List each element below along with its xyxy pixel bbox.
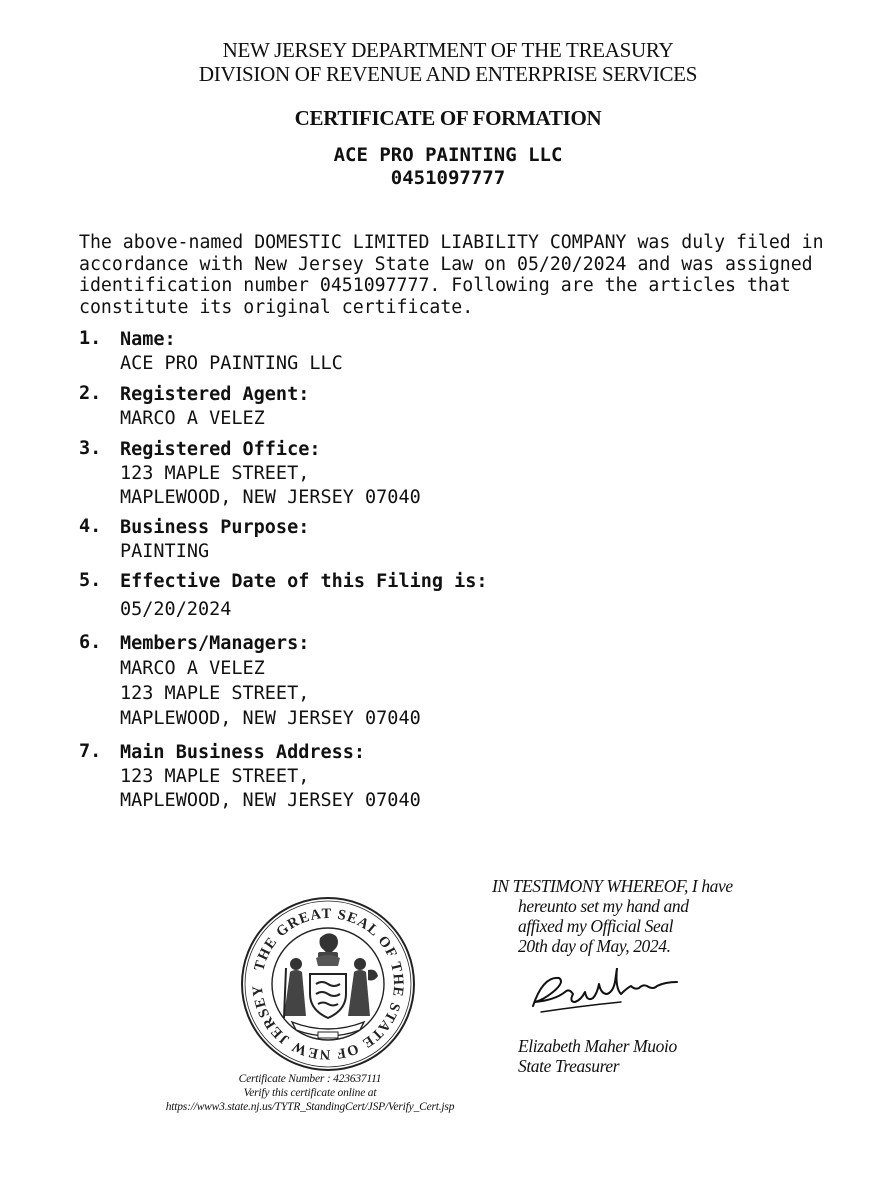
article-label: Effective Date of this Filing is: — [120, 571, 488, 592]
article-number: 6. — [79, 632, 102, 653]
article-value: MARCO A VELEZ — [120, 408, 265, 429]
article-registered-office — [79, 438, 859, 510]
entity-block — [0, 144, 896, 190]
intro-paragraph — [79, 232, 869, 318]
certificate-number: Certificate Number : 423637111 — [238, 1073, 382, 1085]
article-value: MAPLEWOOD, NEW JERSEY 07040 — [120, 790, 421, 811]
treasurer-block — [518, 1036, 677, 1076]
article-label: Registered Office: — [120, 439, 321, 460]
article-value: MARCO A VELEZ — [120, 658, 265, 679]
article-value: MAPLEWOOD, NEW JERSEY 07040 — [120, 487, 421, 508]
article-number: 5. — [79, 570, 102, 591]
handwritten-signature — [525, 968, 705, 1020]
entity-name: ACE PRO PAINTING LLC — [333, 144, 563, 166]
article-value: 123 MAPLE STREET, — [120, 766, 310, 787]
testimony-line: affixed my Official Seal — [518, 916, 674, 936]
testimony-block — [492, 876, 733, 956]
article-number: 4. — [79, 516, 102, 537]
issuing-agency-header — [0, 38, 896, 86]
article-number: 7. — [79, 741, 102, 762]
article-number: 2. — [79, 383, 102, 404]
treasurer-title: State Treasurer — [518, 1056, 620, 1076]
entity-id: 0451097777 — [390, 167, 506, 189]
article-label: Main Business Address: — [120, 742, 366, 763]
articles-list — [79, 328, 859, 813]
article-value: 123 MAPLE STREET, — [120, 683, 310, 704]
intro-line: constitute its original certificate. — [79, 296, 474, 318]
state-seal-icon — [240, 896, 416, 1072]
intro-line: The above-named DOMESTIC LIMITED LIABILITY COMPANY was duly filed in — [79, 232, 824, 253]
seal-ring-text: THE GREAT SEAL OF THE STATE OF NEW JERSEY — [249, 905, 407, 1063]
article-value: MAPLEWOOD, NEW JERSEY 07040 — [120, 708, 421, 729]
article-value: 05/20/2024 — [120, 599, 232, 620]
testimony-line: hereunto set my hand and — [518, 896, 689, 916]
article-name — [79, 328, 859, 376]
division-name: DIVISION OF REVENUE AND ENTERPRISE SERVICES — [198, 62, 698, 86]
article-effective-date — [79, 570, 859, 622]
department-name: NEW JERSEY DEPARTMENT OF THE TREASURY — [222, 38, 674, 62]
article-registered-agent — [79, 383, 859, 431]
article-value: 123 MAPLE STREET, — [120, 463, 310, 484]
article-label: Members/Managers: — [120, 633, 310, 654]
verification-block — [150, 1072, 470, 1114]
article-value: PAINTING — [120, 541, 210, 562]
treasurer-name: Elizabeth Maher Muoio — [518, 1036, 677, 1056]
intro-line: identification number 0451097777. Following are the articles that — [79, 275, 791, 296]
verify-online-text: Verify this certificate online at — [243, 1087, 377, 1099]
intro-line: accordance with New Jersey State Law on 05/20/2024 and was assigned — [79, 253, 813, 275]
verify-url[interactable]: https://www3.state.nj.us/TYTR_StandingCert/JSP/Verify_Cert.jsp — [165, 1101, 455, 1113]
certificate-title: CERTIFICATE OF FORMATION — [294, 106, 602, 130]
article-number: 1. — [79, 328, 102, 349]
article-business-purpose — [79, 516, 859, 564]
article-label: Business Purpose: — [120, 517, 310, 538]
article-value: ACE PRO PAINTING LLC — [120, 353, 343, 374]
article-members-managers — [79, 632, 859, 731]
testimony-line: 20th day of May, 2024. — [518, 936, 671, 956]
article-label: Registered Agent: — [120, 384, 310, 405]
article-label: Name: — [120, 329, 176, 350]
testimony-line: IN TESTIMONY WHEREOF, I have — [492, 876, 733, 896]
article-main-business-address — [79, 741, 859, 813]
article-number: 3. — [79, 438, 102, 459]
